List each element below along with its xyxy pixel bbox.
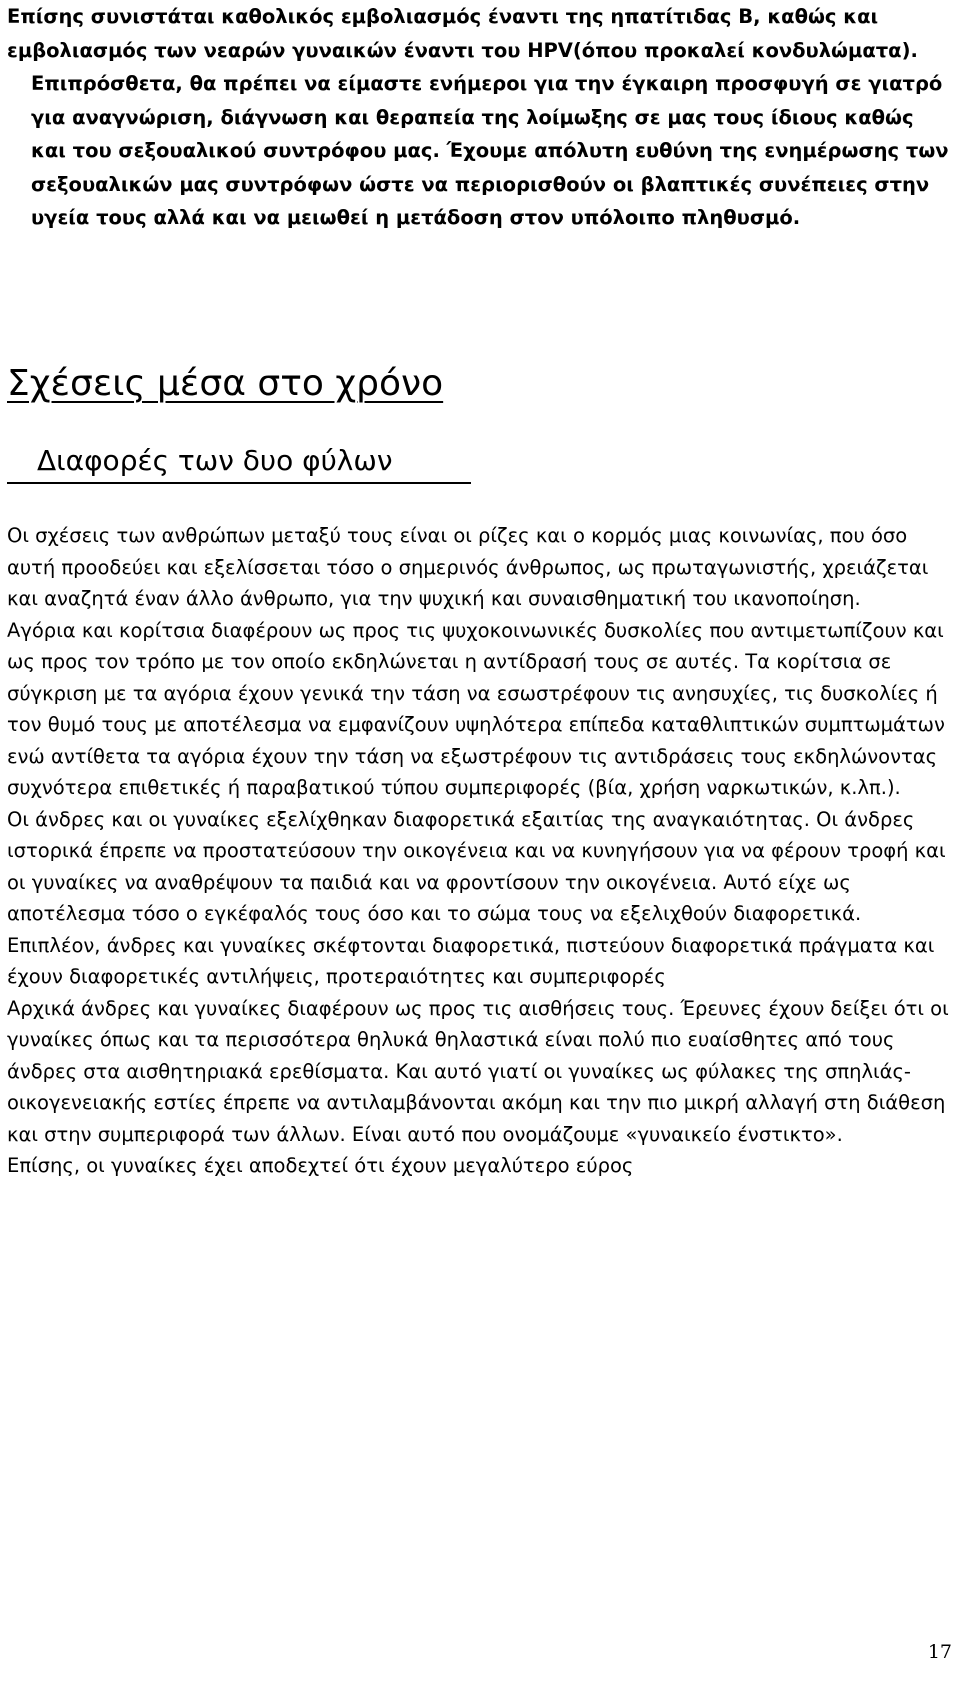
page-number: 17 [927, 1641, 952, 1663]
body-paragraph-evolution: Οι άνδρες και οι γυναίκες εξελίχθηκαν διαφορετικά εξαιτίας της αναγκαιότητας. Οι άνδρες ιστορικά έπρεπε να προστατεύσουν την οικογένεια και να κυνηγήσουν για να φέρουν τροφή και οι γυναίκες να αναθρέψουν τα παιδιά και να φροντίσουν την οικογένεια. Αυτό είχε ως αποτέλεσμα τόσο ο εγκέφαλός τους όσο και το σώμα τους να εξελιχθούν διαφορετικά. Επιπλέον, άνδρες και γυναίκες σκέφτονται διαφορετικά, πιστεύουν διαφορετικά πράγματα και έχουν διαφορετικές αντιλήψεις, προτεραιότητες και συμπεριφορές [7, 807, 946, 988]
body-paragraph-relationships: Οι σχέσεις των ανθρώπων μεταξύ τους είναι οι ρίζες και ο κορμός μιας κοινωνίας, που όσο αυτή προοδεύει και εξελίσσεται τόσο ο σημερινός άνθρωπος, ως πρωταγωνιστής, χρειάζεται και αναζητά έναν άλλο άνθρωπο, για την ψυχική και συναισθηματική του ικανοποίηση. [7, 524, 929, 610]
subsection-heading: Διαφορές των δυο φύλων [7, 440, 471, 484]
body-paragraph-boys-girls: Αγόρια και κορίτσια διαφέρουν ως προς τις ψυχοκοινωνικές δυσκολίες που αντιμετωπίζουν και ως προς τον τρόπο με τον οποίο εκδηλώνεται η αντίδρασή τους σε αυτές. Τα κορίτσια σε σύγκριση με τα αγόρια έχουν γενικά την τάση να εσωστρέφουν τις ανησυχίες, τις δυσκολίες ή τον θυμό τους με αποτέλεσμα να εμφανίζουν υψηλότερα επίπεδα καταθλιπτικών συμπτωμάτων ενώ αντίθετα τα αγόρια έχουν την τάση να εξωστρέφουν τις αντιδράσεις τους εκδηλώνοντας συχνότερα επιθετικές ή παραβατικού τύπου συμπεριφορές (βία, χρήση ναρκωτικών, κ.λπ.). [7, 618, 945, 799]
intro-section [7, 0, 953, 235]
section-heading: Σχέσεις μέσα στο χρόνο [7, 363, 444, 404]
body-paragraph-continuation: Επίσης, οι γυναίκες έχει αποδεχτεί ότι έχουν μεγαλύτερο εύρος [7, 1154, 634, 1177]
intro-paragraph-vaccination: Επίσης συνιστάται καθολικός εμβολιασμός έναντι της ηπατίτιδας Β, καθώς και εμβολιασμός των νεαρών γυναικών έναντι του HPV(όπου προκαλεί κονδυλώματα). [7, 5, 918, 62]
intro-paragraph-awareness: Επιπρόσθετα, θα πρέπει να είμαστε ενήμεροι για την έγκαιρη προσφυγή σε γιατρό για αναγνώριση, διάγνωση και θεραπεία της λοίμωξης σε μας τους ίδιους καθώς και του σεξουαλικού συντρόφου μας. Έχουμε απόλυτη ευθύνη της ενημέρωσης των σεξουαλικών μας συντρόφων ώστε να περιορισθούν οι βλαπτικές συνέπειες στην υγεία τους αλλά και να μειωθεί η μετάδοση στον υπόλοιπο πληθυσμό. [31, 72, 949, 229]
body-section [7, 520, 953, 1182]
body-paragraph-senses: Αρχικά άνδρες και γυναίκες διαφέρουν ως προς τις αισθήσεις τους. Έρευνες έχουν δείξει ότι οι γυναίκες όπως και τα περισσότερα θηλυκά θηλαστικά είναι πολύ πιο ευαίσθητες από τους άνδρες στα αισθητηριακά ερεθίσματα. Και αυτό γιατί οι γυναίκες ως φύλακες της σπηλιάς- οικογενειακής εστίες έπρεπε να αντιλαμβάνονται ακόμη και την πιο μικρή αλλαγή στη διάθεση και στην συμπεριφορά των άλλων. Είναι αυτό που ονομάζουμε «γυναικείο ένστικτο». [7, 996, 949, 1146]
